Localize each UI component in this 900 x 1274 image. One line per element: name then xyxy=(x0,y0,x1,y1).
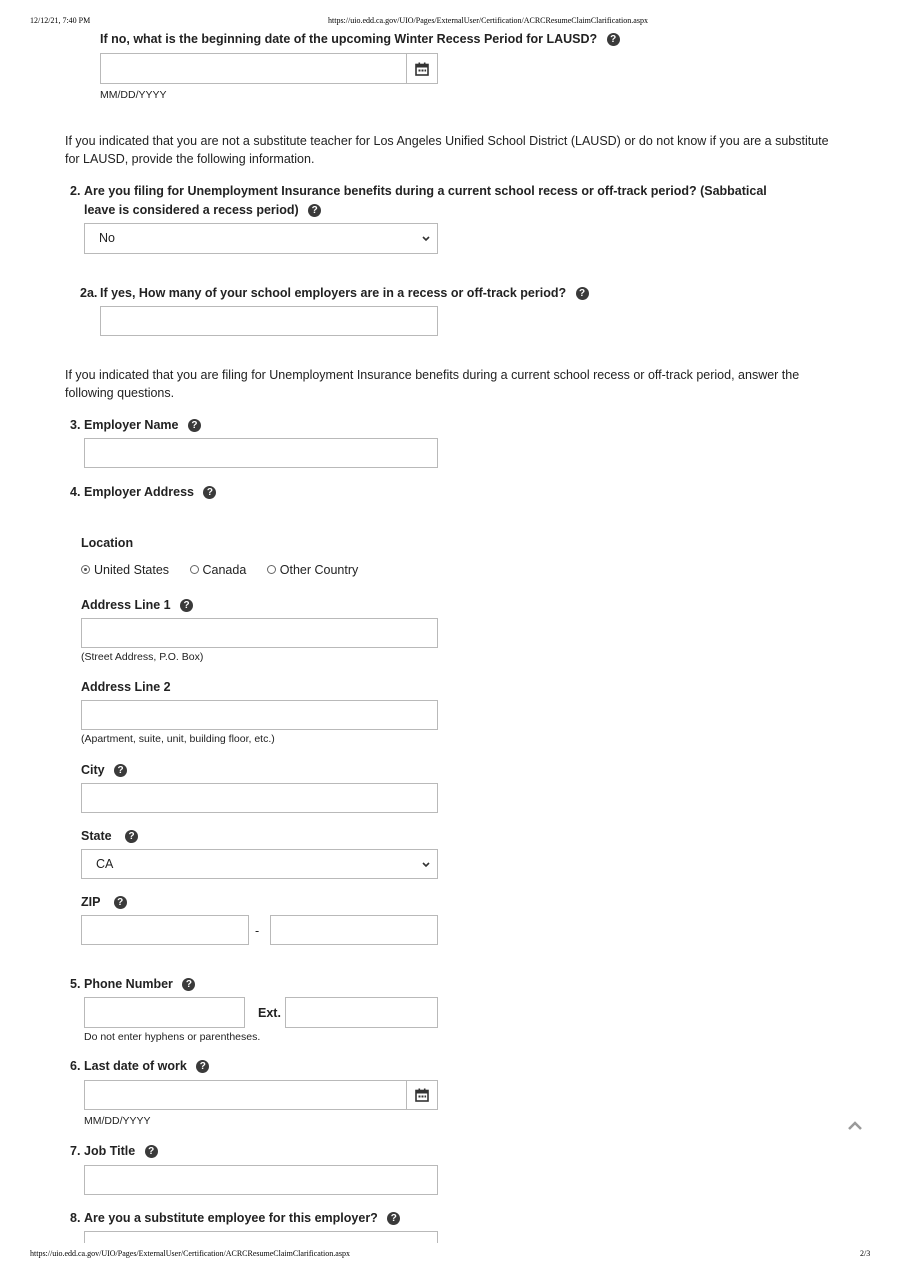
help-icon[interactable]: ? xyxy=(114,896,127,909)
winter-recess-hint: MM/DD/YYYY xyxy=(100,89,167,101)
print-url: https://uio.edd.ca.gov/UIO/Pages/ExternalUser/Certification/ACRCResumeClaimClarification.aspx xyxy=(328,16,648,25)
q8-number: 8. xyxy=(70,1211,81,1225)
calendar-icon[interactable] xyxy=(406,54,437,83)
chevron-up-icon[interactable] xyxy=(846,1120,864,1132)
address2-label: Address Line 2 xyxy=(81,680,171,694)
help-icon[interactable]: ? xyxy=(196,1060,209,1073)
last-date-of-work-input[interactable] xyxy=(84,1080,438,1110)
q2-line2-wrap xyxy=(84,203,321,217)
help-icon[interactable]: ? xyxy=(576,287,589,300)
last-date-hint: MM/DD/YYYY xyxy=(84,1115,151,1127)
radio-label-united-states: United States xyxy=(94,562,170,577)
q6-label: Last date of work xyxy=(84,1059,187,1073)
help-icon[interactable]: ? xyxy=(125,830,138,843)
q2a-input[interactable] xyxy=(100,306,438,336)
state-select[interactable] xyxy=(81,849,438,879)
winter-recess-question xyxy=(100,32,620,46)
q4-number: 4. xyxy=(70,485,81,499)
radio-canada[interactable] xyxy=(190,561,251,578)
q5-label: Phone Number xyxy=(84,977,173,991)
q6-label-wrap xyxy=(84,1059,209,1073)
q2-select[interactable] xyxy=(84,223,438,254)
print-footer-url: https://uio.edd.ca.gov/UIO/Pages/ExternalUser/Certification/ACRCResumeClaimClarification.aspx xyxy=(30,1249,350,1258)
q2-selected-value: No xyxy=(99,231,115,245)
zip-extension-input[interactable] xyxy=(270,915,438,945)
chevron-down-icon xyxy=(421,232,431,246)
address-line2-input[interactable] xyxy=(81,700,438,730)
print-footer-page: 2/3 xyxy=(860,1249,871,1258)
q8-label-wrap xyxy=(84,1211,400,1225)
address1-hint: (Street Address, P.O. Box) xyxy=(81,651,204,663)
q4-label-wrap xyxy=(84,485,216,499)
state-selected-value: CA xyxy=(96,857,114,871)
print-datetime: 12/12/21, 7:40 PM xyxy=(30,16,91,25)
location-radio-group xyxy=(81,561,358,579)
help-icon[interactable]: ? xyxy=(145,1145,158,1158)
q7-label-wrap xyxy=(84,1144,158,1158)
q5-number: 5. xyxy=(70,977,81,991)
help-icon[interactable]: ? xyxy=(188,419,201,432)
phone-hint: Do not enter hyphens or parentheses. xyxy=(84,1031,261,1043)
q2-number: 2. xyxy=(70,184,81,198)
print-footer xyxy=(0,1244,900,1274)
location-label: Location xyxy=(81,536,134,550)
city-label: City xyxy=(81,763,105,777)
address1-label: Address Line 1 xyxy=(81,598,171,612)
chevron-down-icon xyxy=(421,858,431,872)
q3-number: 3. xyxy=(70,418,81,432)
help-icon[interactable]: ? xyxy=(387,1212,400,1225)
zip-input[interactable] xyxy=(81,915,249,945)
winter-recess-date-input[interactable] xyxy=(100,53,438,84)
help-icon[interactable]: ? xyxy=(182,978,195,991)
q3-label: Employer Name xyxy=(84,418,179,432)
q6-number: 6. xyxy=(70,1059,81,1073)
radio-button-united-states[interactable] xyxy=(81,565,90,574)
radio-united-states[interactable] xyxy=(81,561,174,578)
state-label-wrap xyxy=(81,829,138,843)
city-label-wrap xyxy=(81,763,127,777)
phone-ext-input[interactable] xyxy=(285,997,438,1028)
radio-button-canada[interactable] xyxy=(190,565,199,574)
city-input[interactable] xyxy=(81,783,438,813)
phone-number-input[interactable] xyxy=(84,997,245,1028)
radio-other-country[interactable] xyxy=(267,561,359,578)
help-icon[interactable]: ? xyxy=(308,204,321,217)
q8-select-cutoff[interactable] xyxy=(84,1231,438,1243)
q3-label-wrap xyxy=(84,418,201,432)
zip-separator: - xyxy=(255,924,260,938)
q2a-question-wrap xyxy=(100,286,589,300)
q7-number: 7. xyxy=(70,1144,81,1158)
q4-label: Employer Address xyxy=(84,485,194,499)
radio-label-other-country: Other Country xyxy=(279,562,359,577)
ext-label: Ext. xyxy=(258,1006,281,1020)
help-icon[interactable]: ? xyxy=(180,599,193,612)
employer-name-input[interactable] xyxy=(84,438,438,468)
help-icon[interactable]: ? xyxy=(114,764,127,777)
calendar-icon[interactable] xyxy=(406,1081,437,1109)
intro-lausd-text: If you indicated that you are not a substitute teacher for Los Angeles Unified School District (LAUSD) or do not know if you are a substitute for LAUSD, provide the following information. xyxy=(65,134,829,166)
radio-label-canada: Canada xyxy=(202,562,247,577)
q2-line2: leave is considered a recess period) xyxy=(84,203,299,217)
intro-recess-text: If you indicated that you are filing for Unemployment Insurance benefits during a current school recess or off-track period, answer the following questions. xyxy=(65,368,800,400)
job-title-input[interactable] xyxy=(84,1165,438,1195)
address1-label-wrap xyxy=(81,598,193,612)
q2a-number: 2a. xyxy=(80,286,98,300)
q5-label-wrap xyxy=(84,977,195,991)
radio-button-other-country[interactable] xyxy=(267,565,276,574)
winter-recess-label: If no, what is the beginning date of the upcoming Winter Recess Period for LAUSD? xyxy=(100,32,598,46)
address-line1-input[interactable] xyxy=(81,618,438,648)
help-icon[interactable]: ? xyxy=(607,33,620,46)
state-label: State xyxy=(81,829,112,843)
q8-label: Are you a substitute employee for this employer? xyxy=(84,1211,378,1225)
address2-hint: (Apartment, suite, unit, building floor, etc.) xyxy=(81,733,275,745)
q7-label: Job Title xyxy=(84,1144,136,1158)
q2a-question: If yes, How many of your school employers are in a recess or off-track period? xyxy=(100,286,567,300)
help-icon[interactable]: ? xyxy=(203,486,216,499)
zip-label-wrap xyxy=(81,895,127,909)
zip-label: ZIP xyxy=(81,895,101,909)
q2-line1: Are you filing for Unemployment Insurance benefits during a current school recess or off-track period? (Sabbatical xyxy=(84,184,767,198)
